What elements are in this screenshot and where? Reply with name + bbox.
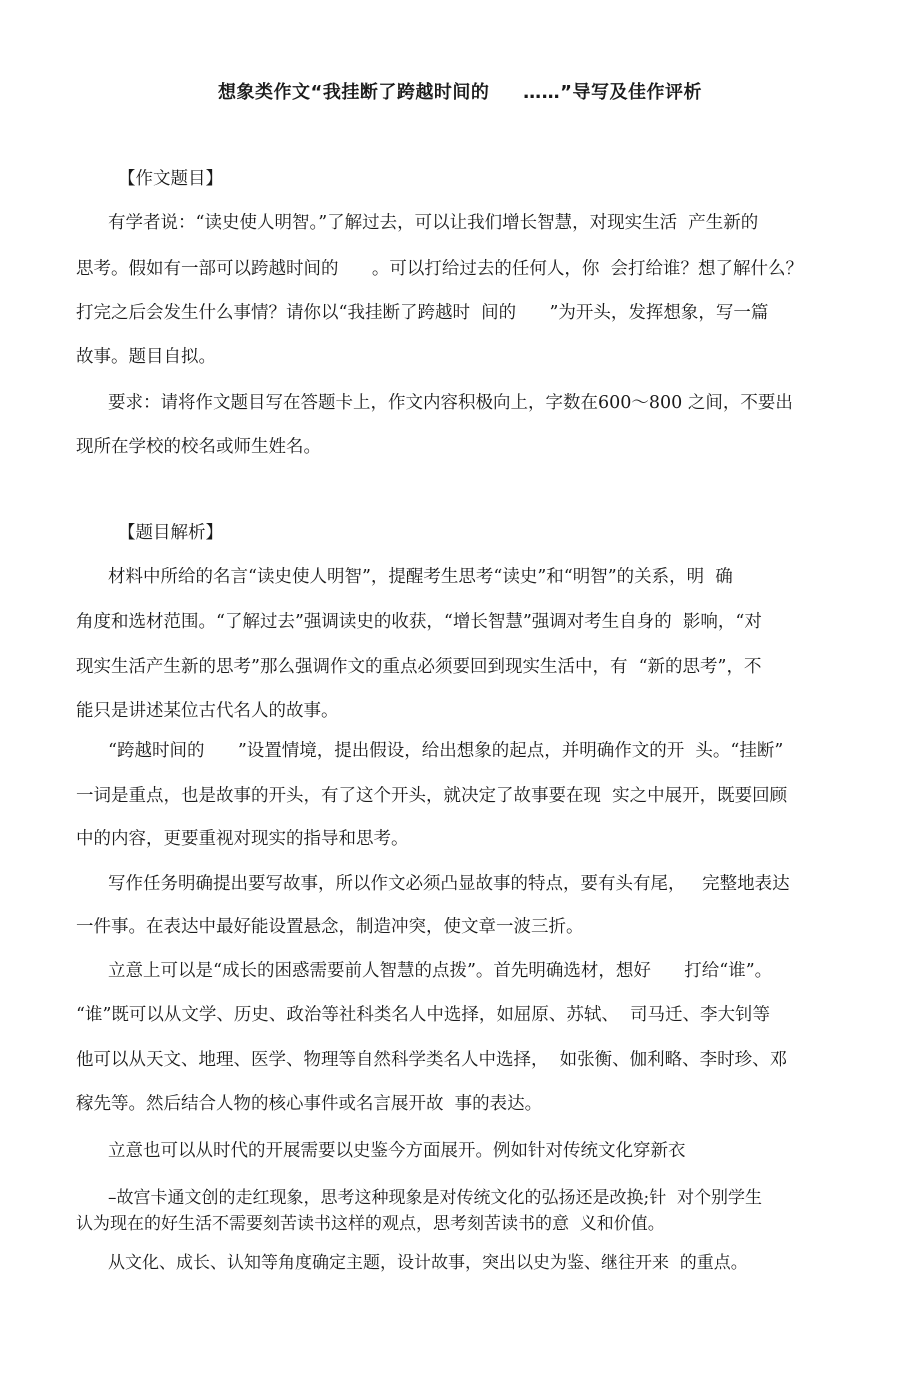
- topic-line: 打完之后会发生什么事情？请你以“我挂断了跨越时 间的 ”为开头，发挥想象，写一篇: [76, 303, 769, 323]
- analysis-line: 中的内容，更要重视对现实的指导和思考。: [76, 829, 409, 849]
- analysis-line: –故宫卡通文创的走红现象，思考这种现象是对传统文化的弘扬还是改换;针 对个别学生: [108, 1188, 763, 1208]
- analysis-line: “谁”既可以从文学、历史、政治等社科类名人中选择，如屈原、苏轼、 司马迁、李大钊等: [76, 1005, 771, 1025]
- topic-line: 有学者说：“读史使人明智。”了解过去，可以让我们增长智慧，对现实生活 产生新的: [108, 213, 759, 233]
- analysis-line: 从文化、成长、认知等角度确定主题，设计故事，突出以史为鉴、继往开来 的重点。: [108, 1253, 748, 1273]
- analysis-line: 他可以从天文、地理、医学、物理等自然科学类名人中选择， 如张衡、伽利略、李时珍、邓: [76, 1050, 788, 1070]
- analysis-line: 立意上可以是“成长的困惑需要前人智慧的点拨”。首先明确选材，想好 打给“谁”。: [108, 961, 773, 981]
- section-heading-analysis: 【题目解析】: [118, 523, 223, 543]
- requirement-line: 现所在学校的校名或师生姓名。: [76, 437, 321, 457]
- analysis-line: 一件事。在表达中最好能设置悬念，制造冲突，使文章一波三折。: [76, 917, 584, 937]
- requirement-line: 要求：请将作文题目写在答题卡上，作文内容积极向上，字数在600〜800 之间，不要出: [108, 393, 793, 413]
- analysis-line: 材料中所给的名言“读史使人明智”，提醒考生思考“读史”和“明智”的关系，明 确: [108, 567, 733, 587]
- analysis-line: 角度和选材范围。“了解过去”强调读史的收获，“增长智慧”强调对考生自身的 影响，“对: [76, 612, 762, 632]
- section-heading-essay-topic: 【作文题目】: [118, 169, 223, 189]
- topic-line: 故事。题目自拟。: [76, 347, 216, 367]
- analysis-line: “跨越时间的 ”设置情境，提出假设，给出想象的起点，并明确作文的开 头。“挂断”: [108, 741, 784, 761]
- analysis-line: 立意也可以从时代的开展需要以史鉴今方面展开。例如针对传统文化穿新衣: [108, 1141, 686, 1161]
- topic-line: 思考。假如有一部可以跨越时间的 。可以打给过去的任何人，你 会打给谁？想了解什么？: [76, 259, 803, 279]
- analysis-line: 写作任务明确提出要写故事，所以作文必须凸显故事的特点，要有头有尾， 完整地表达: [108, 874, 790, 894]
- analysis-line: 认为现在的好生活不需要刻苦读书这样的观点，思考刻苦读书的意 义和价值。: [76, 1214, 665, 1234]
- analysis-line: 一词是重点，也是故事的开头，有了这个开头，就决定了故事要在现 实之中展开，既要回顾: [76, 786, 788, 806]
- analysis-line: 能只是讲述某位古代名人的故事。: [76, 701, 339, 721]
- analysis-line: 稼先等。然后结合人物的核心事件或名言展开故 事的表达。: [76, 1094, 543, 1114]
- analysis-line: 现实生活产生新的思考”那么强调作文的重点必须要回到现实生活中，有 “新的思考”，不: [76, 657, 762, 677]
- page-title: 想象类作文“我挂断了跨越时间的 ……”导写及佳作评析: [218, 82, 702, 103]
